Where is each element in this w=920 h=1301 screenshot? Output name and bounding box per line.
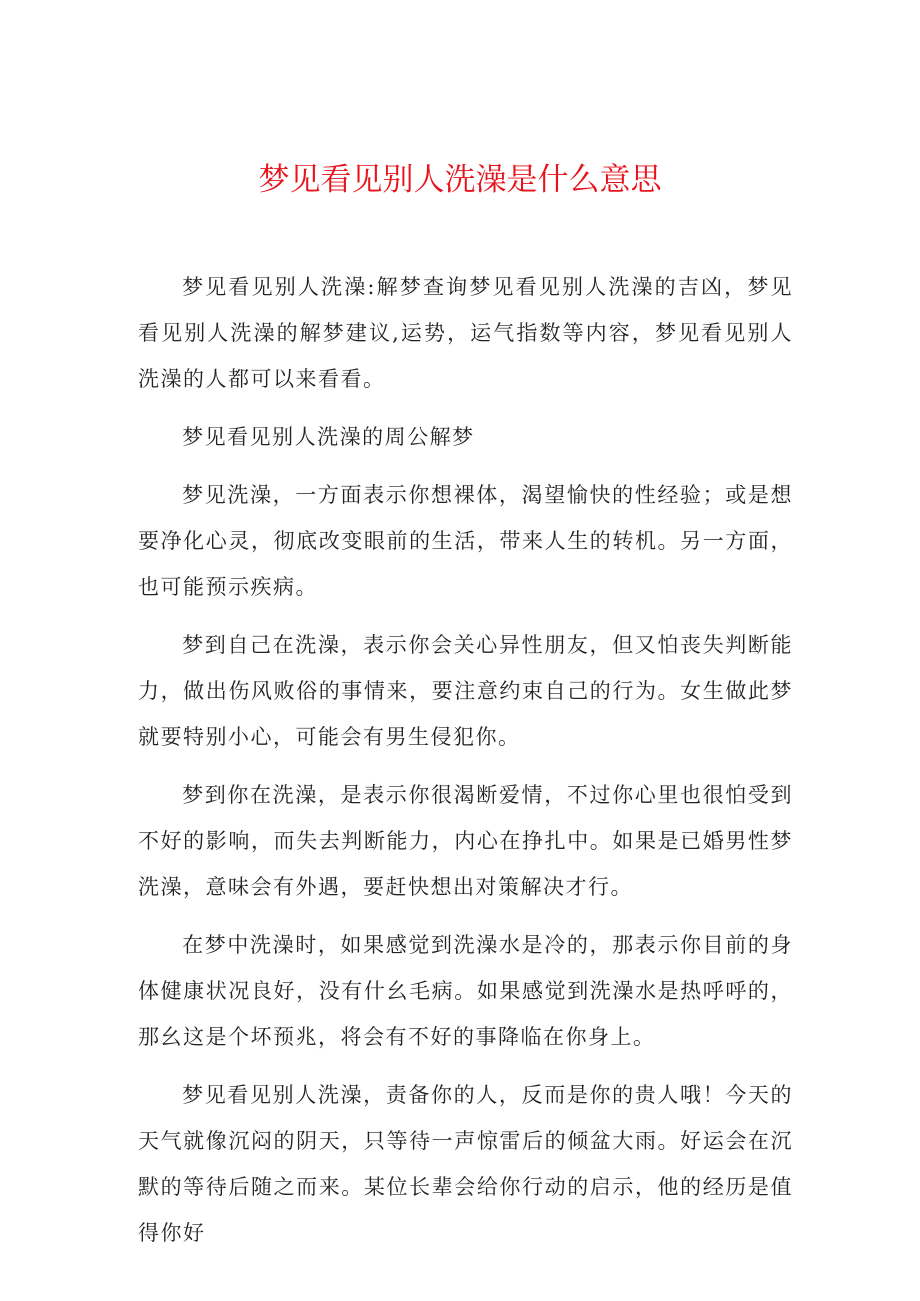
paragraph: 梦见看见别人洗澡，责备你的人，反而是你的贵人哦！今天的天气就像沉闷的阴天，只等待一声惊雷后的倾盆大雨。好运会在沉默的等待后随之而来。某位长辈会给你行动的启示，他的经历是值得你好	[138, 1083, 793, 1245]
paragraph: 梦到自己在洗澡，表示你会关心异性朋友，但又怕丧失判断能力，做出伤风败俗的事情来，要注意约束自己的行为。女生做此梦就要特别小心，可能会有男生侵犯你。	[138, 633, 793, 749]
section-heading: 梦见看见别人洗澡的周公解梦	[182, 425, 475, 449]
paragraph: 梦到你在洗澡，是表示你很渴断爱情，不过你心里也很怕受到不好的影响，而失去判断能力，内心在挣扎中。如果是已婚男性梦洗澡，意味会有外遇，要赶快想出对策解决才行。	[138, 783, 793, 899]
document-body	[138, 264, 793, 1268]
document-title: 梦见看见别人洗澡是什么意思	[258, 162, 662, 198]
paragraph: 梦见看见别人洗澡:解梦查询梦见看见别人洗澡的吉凶，梦见看见别人洗澡的解梦建议,运势，运气指数等内容，梦见看见别人洗澡的人都可以来看看。	[138, 275, 793, 391]
paragraph: 在梦中洗澡时，如果感觉到洗澡水是冷的，那表示你目前的身体健康状况良好，没有什幺毛病。如果感觉到洗澡水是热呼呼的，那幺这是个坏预兆，将会有不好的事降临在你身上。	[138, 933, 793, 1049]
paragraph: 梦见洗澡，一方面表示你想裸体，渴望愉快的性经验；或是想要净化心灵，彻底改变眼前的生活，带来人生的转机。另一方面，也可能预示疾病。	[138, 483, 793, 599]
